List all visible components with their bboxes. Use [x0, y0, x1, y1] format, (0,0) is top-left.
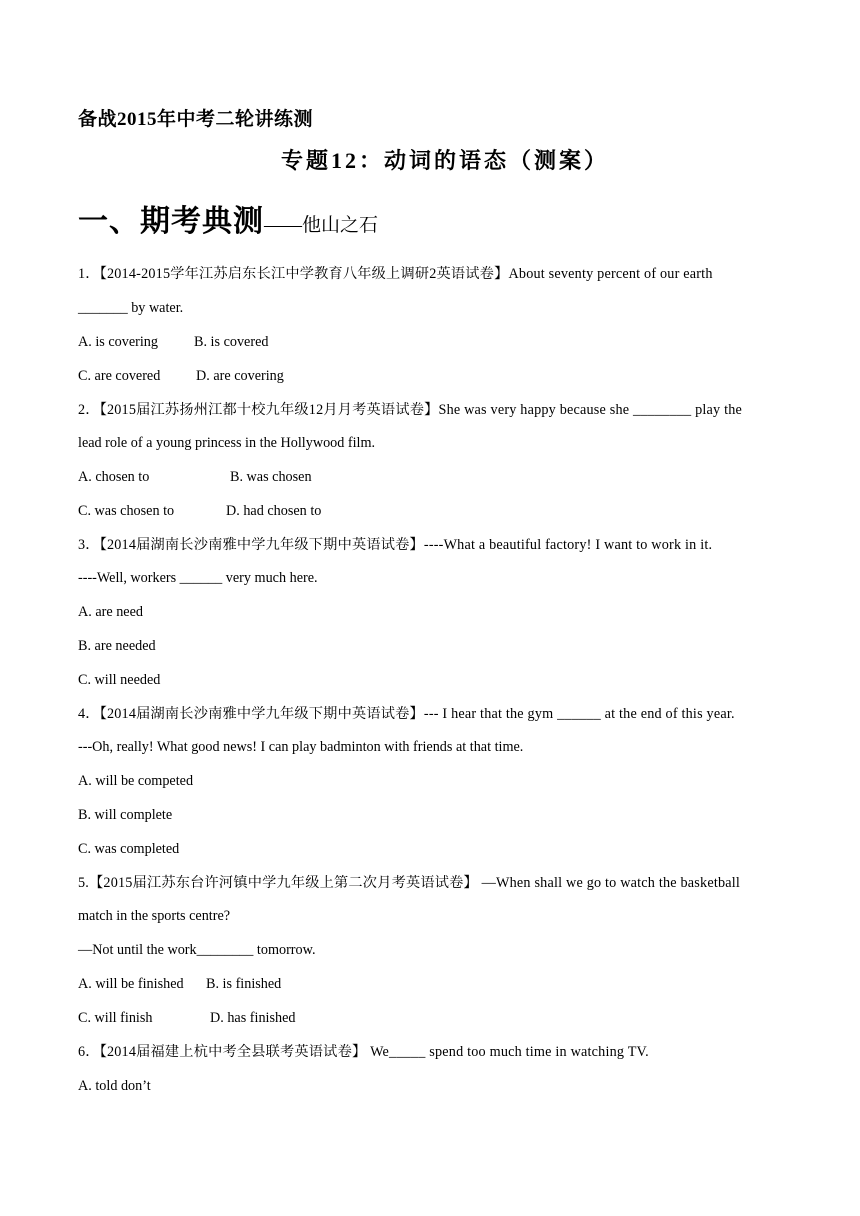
option: A. chosen to: [78, 469, 150, 485]
option: B. will complete: [78, 807, 173, 823]
question-5-options-row2: [78, 1008, 790, 1028]
option: D. had chosen to: [226, 503, 322, 519]
question-5-stem-cont2: —Not until the work________ tomorrow.: [78, 942, 316, 958]
question-2-stem: 2．【2015届江苏扬州江都十校九年级12月月考英语试卷】She was very happy because she ________ play the: [78, 402, 743, 418]
option: C. was completed: [78, 841, 180, 857]
option: A. will be finished: [78, 976, 184, 992]
question-5-stem: 5.【2015届江苏东台许河镇中学九年级上第二次月考英语试卷】 —When shall we go to watch the basketball: [78, 875, 741, 891]
question-2-options-row2: [78, 501, 790, 521]
option: A. is covering: [78, 334, 158, 350]
option: B. is covered: [194, 334, 269, 350]
question-2-stem-cont: lead role of a young princess in the Hollywood film.: [78, 435, 376, 451]
option: C. was chosen to: [78, 503, 175, 519]
question-1-options-row1: [78, 332, 790, 352]
option: A. will be competed: [78, 773, 194, 789]
question-5-options-row1: [78, 974, 790, 994]
question-4-stem-cont: ---Oh, really! What good news! I can play badminton with friends at that time.: [78, 739, 524, 755]
question-1-options-row2: [78, 366, 790, 386]
option: B. is finished: [206, 976, 282, 992]
section-main-title: 一、期考典测: [78, 205, 264, 238]
option: C. are covered: [78, 368, 161, 384]
section-subtitle: ——他山之石: [264, 215, 379, 236]
option: B. are needed: [78, 638, 156, 654]
option: D. are covering: [196, 368, 284, 384]
section-heading: [78, 196, 378, 240]
option: C. will finish: [78, 1010, 153, 1026]
question-2-options-row1: [78, 467, 790, 487]
question-5-stem-cont: match in the sports centre?: [78, 908, 231, 924]
question-1-stem-cont: _______ by water.: [78, 300, 184, 316]
question-1-stem: 1．【2014-2015学年江苏启东长江中学教育八年级上调研2英语试卷】About seventy percent of our earth: [78, 266, 713, 282]
document-title: 专题12：动词的语态（测案）: [280, 148, 609, 173]
question-3-stem-cont: ----Well, workers ______ very much here.: [78, 570, 318, 586]
document-header: 备战2015年中考二轮讲练测: [78, 109, 314, 130]
question-4-stem: 4．【2014届湖南长沙南雅中学九年级下期中英语试卷】--- I hear that the gym ______ at the end of this year.: [78, 706, 735, 722]
option: B. was chosen: [230, 469, 312, 485]
question-6-stem: 6．【2014届福建上杭中考全县联考英语试卷】 We_____ spend too much time in watching TV.: [78, 1044, 649, 1060]
option: A. told don’t: [78, 1078, 151, 1094]
option: A. are need: [78, 604, 143, 620]
option: D. has finished: [210, 1010, 296, 1026]
option: C. will needed: [78, 672, 161, 688]
question-3-stem: 3．【2014届湖南长沙南雅中学九年级下期中英语试卷】----What a beautiful factory! I want to work in it.: [78, 537, 713, 553]
